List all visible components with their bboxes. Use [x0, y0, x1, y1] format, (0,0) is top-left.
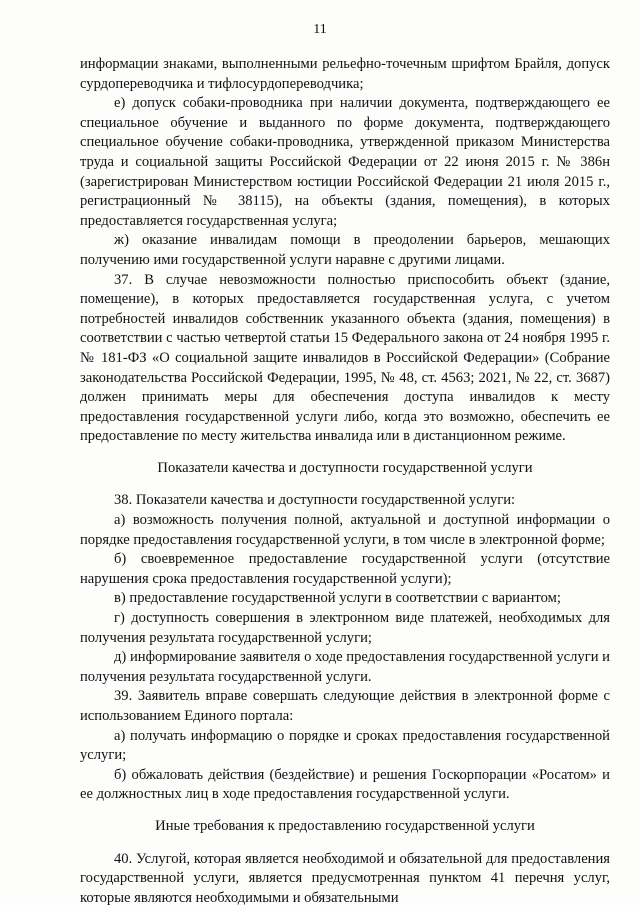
paragraph-item-e: е) допуск собаки-проводника при наличии документа, подтверждающего ее специальное обучение и выданного по форме документа, подтверждающего специальное обучение собаки-проводника, утвержденной приказом Министерства труда и социальной защиты Российской Федерации от 22 июня 2015 г. № 386н (зарегистрирован Министерством юстиции Российской Федерации 21 июля 2015 г., регистрационный № 38115), на объекты (здания, помещения), в которых предоставляется государственная услуга;	[80, 95, 610, 229]
paragraph-continuation: информации знаками, выполненными рельефно-точечным шрифтом Брайля, допуск сурдопереводчика и тифлосурдопереводчика;	[80, 56, 610, 92]
paragraph-40: 40. Услугой, которая является необходимой и обязательной для предоставления государственной услуги, является предусмотренная пунктом 41 перечня услуг, которые являются необходимыми и обязательными	[80, 850, 610, 906]
paragraph-38-a: а) возможность получения полной, актуальной и доступной информации о порядке предоставления государственной услуги, в том числе в электронной форме;	[80, 512, 610, 548]
paragraph-38-v: в) предоставление государственной услуги в соответствии с вариантом;	[114, 590, 561, 607]
paragraph-38-b: б) своевременное предоставление государственной услуги (отсутствие нарушения срока предоставления государственной услуги);	[80, 551, 610, 587]
paragraph-39: 39. Заявитель вправе совершать следующие действия в электронной форме с использованием Единого портала:	[80, 688, 610, 724]
section-heading-other-requirements: Иные требования к предоставлению государственной услуги	[155, 817, 535, 834]
section-heading-quality: Показатели качества и доступности государственной услуги	[157, 459, 533, 476]
paragraph-39-b: б) обжаловать действия (бездействие) и решения Госкорпорации «Росатом» и ее должностных лиц в ходе предоставления государственной услуги.	[80, 766, 610, 803]
document-body	[80, 55, 610, 908]
paragraph-38-g: г) доступность совершения в электронном виде платежей, необходимых для получения результата государственной услуги;	[80, 610, 610, 646]
paragraph-item-zh: ж) оказание инвалидам помощи в преодолении барьеров, мешающих получению ими государственной услуги наравне с другими лицами.	[80, 232, 610, 268]
paragraph-39-a: а) получать информацию о порядке и сроках предоставления государственной услуги;	[80, 727, 610, 764]
paragraph-37: 37. В случае невозможности полностью приспособить объект (здание, помещение), в которых предоставляется государственная услуга, с учетом потребностей инвалидов собственник указанного объекта (здания, помещения) в соответствии с частью четвертой статьи 15 Федерального закона от 24 ноября 1995 г. № 181-ФЗ «О социальной защите инвалидов в Российской Федерации» (Собрание законодательства Российской Федерации, 1995, № 48, ст. 4563; 2021, № 22, ст. 3687) должен принимать меры для обеспечения доступа инвалидов к месту предоставления государственной услуги либо, когда это возможно, обеспечить ее предоставление по месту жительства инвалида или в дистанционном режиме.	[80, 271, 610, 445]
paragraph-38: 38. Показатели качества и доступности государственной услуги:	[114, 492, 516, 509]
paragraph-38-d: д) информирование заявителя о ходе предоставления государственной услуги и получения результата государственной услуги.	[80, 649, 610, 685]
page-number: 11	[313, 22, 327, 37]
